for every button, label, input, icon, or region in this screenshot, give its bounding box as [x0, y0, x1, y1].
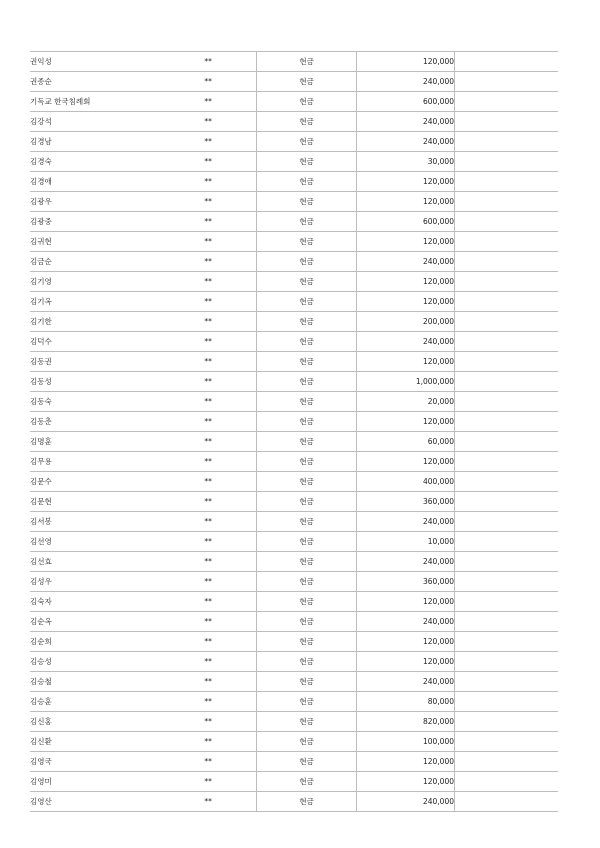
table-row: [30, 252, 558, 272]
table-row: [30, 232, 558, 252]
amount-cell: 240,000: [357, 672, 455, 692]
masked-id-cell: **: [160, 392, 256, 412]
payment-type-cell: 현금: [257, 592, 357, 612]
donor-name-cell: 김승훈: [30, 692, 160, 712]
table-row: [30, 52, 558, 72]
note-cell: [454, 492, 558, 512]
masked-id-cell: **: [160, 172, 256, 192]
amount-cell: 120,000: [357, 172, 455, 192]
table-row: [30, 312, 558, 332]
note-cell: [454, 632, 558, 652]
note-cell: [454, 212, 558, 232]
amount-cell: 100,000: [357, 732, 455, 752]
amount-cell: 240,000: [357, 112, 455, 132]
note-cell: [454, 452, 558, 472]
table-row: [30, 772, 558, 792]
payment-type-cell: 현금: [257, 392, 357, 412]
amount-cell: 20,000: [357, 392, 455, 412]
donor-name-cell: 김광우: [30, 192, 160, 212]
table-row: [30, 172, 558, 192]
table-row: [30, 92, 558, 112]
amount-cell: 60,000: [357, 432, 455, 452]
payment-type-cell: 현금: [257, 452, 357, 472]
donor-name-cell: 김경숙: [30, 152, 160, 172]
table-row: [30, 412, 558, 432]
donor-name-cell: 김순옥: [30, 612, 160, 632]
table-row: [30, 712, 558, 732]
payment-type-cell: 현금: [257, 232, 357, 252]
donor-name-cell: 김영산: [30, 792, 160, 812]
note-cell: [454, 712, 558, 732]
masked-id-cell: **: [160, 732, 256, 752]
amount-cell: 240,000: [357, 792, 455, 812]
table-row: [30, 452, 558, 472]
donor-name-cell: 김덕수: [30, 332, 160, 352]
table-row: [30, 152, 558, 172]
note-cell: [454, 572, 558, 592]
table-row: [30, 332, 558, 352]
payment-type-cell: 현금: [257, 572, 357, 592]
masked-id-cell: **: [160, 512, 256, 532]
amount-cell: 200,000: [357, 312, 455, 332]
table-row: [30, 272, 558, 292]
masked-id-cell: **: [160, 492, 256, 512]
masked-id-cell: **: [160, 92, 256, 112]
note-cell: [454, 132, 558, 152]
payment-type-cell: 현금: [257, 152, 357, 172]
masked-id-cell: **: [160, 132, 256, 152]
masked-id-cell: **: [160, 152, 256, 172]
payment-type-cell: 현금: [257, 72, 357, 92]
table-row: [30, 132, 558, 152]
amount-cell: 120,000: [357, 292, 455, 312]
note-cell: [454, 672, 558, 692]
amount-cell: 120,000: [357, 652, 455, 672]
table-row: [30, 652, 558, 672]
masked-id-cell: **: [160, 612, 256, 632]
payment-type-cell: 현금: [257, 552, 357, 572]
table-row: [30, 672, 558, 692]
donor-name-cell: 김선효: [30, 552, 160, 572]
payment-type-cell: 현금: [257, 192, 357, 212]
masked-id-cell: **: [160, 432, 256, 452]
payment-type-cell: 현금: [257, 712, 357, 732]
amount-cell: 600,000: [357, 212, 455, 232]
payment-type-cell: 현금: [257, 772, 357, 792]
masked-id-cell: **: [160, 272, 256, 292]
note-cell: [454, 72, 558, 92]
masked-id-cell: **: [160, 372, 256, 392]
payment-type-cell: 현금: [257, 612, 357, 632]
note-cell: [454, 772, 558, 792]
payment-type-cell: 현금: [257, 172, 357, 192]
donor-name-cell: 김광중: [30, 212, 160, 232]
payment-type-cell: 현금: [257, 752, 357, 772]
amount-cell: 120,000: [357, 232, 455, 252]
note-cell: [454, 352, 558, 372]
donor-name-cell: 김서봉: [30, 512, 160, 532]
payment-type-cell: 현금: [257, 332, 357, 352]
amount-cell: 240,000: [357, 252, 455, 272]
note-cell: [454, 112, 558, 132]
donor-name-cell: 권종순: [30, 72, 160, 92]
note-cell: [454, 692, 558, 712]
masked-id-cell: **: [160, 412, 256, 432]
table-row: [30, 192, 558, 212]
payment-type-cell: 현금: [257, 632, 357, 652]
donor-name-cell: 김영국: [30, 752, 160, 772]
amount-cell: 10,000: [357, 532, 455, 552]
masked-id-cell: **: [160, 52, 256, 72]
amount-cell: 240,000: [357, 332, 455, 352]
amount-cell: 400,000: [357, 472, 455, 492]
table-row: [30, 552, 558, 572]
donor-name-cell: 김동숙: [30, 392, 160, 412]
payment-type-cell: 현금: [257, 692, 357, 712]
note-cell: [454, 552, 558, 572]
payment-type-cell: 현금: [257, 272, 357, 292]
note-cell: [454, 752, 558, 772]
donor-name-cell: 김명훈: [30, 432, 160, 452]
donor-name-cell: 김순희: [30, 632, 160, 652]
note-cell: [454, 472, 558, 492]
donor-name-cell: 김금순: [30, 252, 160, 272]
table-row: [30, 292, 558, 312]
note-cell: [454, 432, 558, 452]
masked-id-cell: **: [160, 352, 256, 372]
donor-name-cell: 김동성: [30, 372, 160, 392]
donor-name-cell: 김성우: [30, 572, 160, 592]
masked-id-cell: **: [160, 672, 256, 692]
table-row: [30, 692, 558, 712]
payment-type-cell: 현금: [257, 132, 357, 152]
note-cell: [454, 272, 558, 292]
note-cell: [454, 512, 558, 532]
table-row: [30, 572, 558, 592]
masked-id-cell: **: [160, 252, 256, 272]
payment-type-cell: 현금: [257, 252, 357, 272]
table-row: [30, 612, 558, 632]
note-cell: [454, 232, 558, 252]
donor-name-cell: 김신홍: [30, 712, 160, 732]
masked-id-cell: **: [160, 712, 256, 732]
payment-type-cell: 현금: [257, 412, 357, 432]
payment-type-cell: 현금: [257, 212, 357, 232]
note-cell: [454, 412, 558, 432]
table-row: [30, 512, 558, 532]
masked-id-cell: **: [160, 792, 256, 812]
masked-id-cell: **: [160, 112, 256, 132]
payment-type-cell: 현금: [257, 792, 357, 812]
donor-name-cell: 김선영: [30, 532, 160, 552]
donation-table: [30, 51, 558, 812]
donor-name-cell: 김무용: [30, 452, 160, 472]
donor-name-cell: 김숙자: [30, 592, 160, 612]
note-cell: [454, 612, 558, 632]
amount-cell: 240,000: [357, 612, 455, 632]
donor-name-cell: 김기옥: [30, 292, 160, 312]
note-cell: [454, 592, 558, 612]
amount-cell: 360,000: [357, 492, 455, 512]
payment-type-cell: 현금: [257, 352, 357, 372]
table-row: [30, 592, 558, 612]
amount-cell: 820,000: [357, 712, 455, 732]
amount-cell: 120,000: [357, 452, 455, 472]
masked-id-cell: **: [160, 552, 256, 572]
payment-type-cell: 현금: [257, 512, 357, 532]
donor-name-cell: 김기영: [30, 272, 160, 292]
table-row: [30, 432, 558, 452]
payment-type-cell: 현금: [257, 292, 357, 312]
masked-id-cell: **: [160, 652, 256, 672]
masked-id-cell: **: [160, 752, 256, 772]
payment-type-cell: 현금: [257, 112, 357, 132]
table-row: [30, 792, 558, 812]
donation-table-body: [30, 52, 558, 812]
donor-name-cell: 김동권: [30, 352, 160, 372]
amount-cell: 240,000: [357, 552, 455, 572]
masked-id-cell: **: [160, 232, 256, 252]
amount-cell: 240,000: [357, 132, 455, 152]
donor-name-cell: 권익성: [30, 52, 160, 72]
amount-cell: 80,000: [357, 692, 455, 712]
amount-cell: 120,000: [357, 192, 455, 212]
amount-cell: 120,000: [357, 752, 455, 772]
amount-cell: 1,000,000: [357, 372, 455, 392]
note-cell: [454, 332, 558, 352]
table-row: [30, 752, 558, 772]
note-cell: [454, 172, 558, 192]
note-cell: [454, 392, 558, 412]
donor-name-cell: 김승철: [30, 672, 160, 692]
payment-type-cell: 현금: [257, 492, 357, 512]
payment-type-cell: 현금: [257, 52, 357, 72]
table-row: [30, 392, 558, 412]
table-row: [30, 72, 558, 92]
amount-cell: 120,000: [357, 632, 455, 652]
masked-id-cell: **: [160, 632, 256, 652]
note-cell: [454, 312, 558, 332]
amount-cell: 120,000: [357, 352, 455, 372]
table-row: [30, 212, 558, 232]
amount-cell: 120,000: [357, 772, 455, 792]
donor-name-cell: 기독교 한국침례회: [30, 92, 160, 112]
donor-name-cell: 김승성: [30, 652, 160, 672]
table-row: [30, 372, 558, 392]
note-cell: [454, 292, 558, 312]
donor-name-cell: 김신환: [30, 732, 160, 752]
note-cell: [454, 792, 558, 812]
donor-name-cell: 김기한: [30, 312, 160, 332]
table-row: [30, 492, 558, 512]
note-cell: [454, 92, 558, 112]
masked-id-cell: **: [160, 452, 256, 472]
masked-id-cell: **: [160, 192, 256, 212]
note-cell: [454, 652, 558, 672]
note-cell: [454, 532, 558, 552]
masked-id-cell: **: [160, 572, 256, 592]
masked-id-cell: **: [160, 692, 256, 712]
note-cell: [454, 52, 558, 72]
masked-id-cell: **: [160, 772, 256, 792]
note-cell: [454, 192, 558, 212]
table-row: [30, 472, 558, 492]
payment-type-cell: 현금: [257, 92, 357, 112]
amount-cell: 360,000: [357, 572, 455, 592]
payment-type-cell: 현금: [257, 532, 357, 552]
table-row: [30, 532, 558, 552]
payment-type-cell: 현금: [257, 312, 357, 332]
masked-id-cell: **: [160, 312, 256, 332]
payment-type-cell: 현금: [257, 432, 357, 452]
note-cell: [454, 252, 558, 272]
masked-id-cell: **: [160, 212, 256, 232]
table-row: [30, 112, 558, 132]
amount-cell: 600,000: [357, 92, 455, 112]
payment-type-cell: 현금: [257, 652, 357, 672]
table-row: [30, 732, 558, 752]
amount-cell: 30,000: [357, 152, 455, 172]
donor-name-cell: 김경애: [30, 172, 160, 192]
donor-name-cell: 김경남: [30, 132, 160, 152]
donor-name-cell: 김문수: [30, 472, 160, 492]
amount-cell: 120,000: [357, 412, 455, 432]
donor-name-cell: 김동춘: [30, 412, 160, 432]
table-row: [30, 632, 558, 652]
donor-name-cell: 김강석: [30, 112, 160, 132]
payment-type-cell: 현금: [257, 472, 357, 492]
note-cell: [454, 372, 558, 392]
masked-id-cell: **: [160, 332, 256, 352]
amount-cell: 120,000: [357, 52, 455, 72]
donor-name-cell: 김문현: [30, 492, 160, 512]
amount-cell: 240,000: [357, 72, 455, 92]
donor-name-cell: 김영미: [30, 772, 160, 792]
masked-id-cell: **: [160, 472, 256, 492]
payment-type-cell: 현금: [257, 732, 357, 752]
masked-id-cell: **: [160, 292, 256, 312]
amount-cell: 240,000: [357, 512, 455, 532]
masked-id-cell: **: [160, 532, 256, 552]
donor-name-cell: 김귀현: [30, 232, 160, 252]
masked-id-cell: **: [160, 592, 256, 612]
payment-type-cell: 현금: [257, 372, 357, 392]
amount-cell: 120,000: [357, 592, 455, 612]
amount-cell: 120,000: [357, 272, 455, 292]
table-row: [30, 352, 558, 372]
note-cell: [454, 152, 558, 172]
masked-id-cell: **: [160, 72, 256, 92]
note-cell: [454, 732, 558, 752]
payment-type-cell: 현금: [257, 672, 357, 692]
